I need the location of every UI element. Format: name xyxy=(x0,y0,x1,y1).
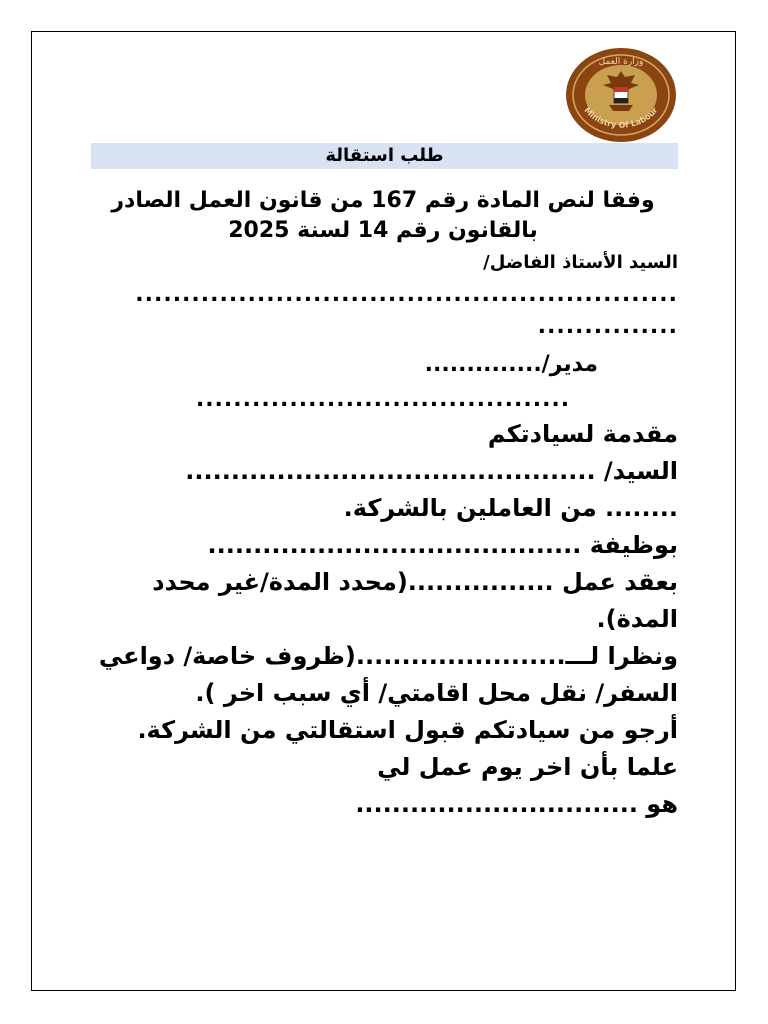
request-text xyxy=(88,416,678,823)
text-line: بعقد عمل ................(محدد المدة/غير محدد المدة). xyxy=(152,568,678,633)
text-line: هو ............................... xyxy=(355,790,678,818)
text-line: ........ من العاملين بالشركة. xyxy=(343,494,678,522)
text-line: السيد/ ............................................. xyxy=(185,457,678,485)
svg-text:وزارة العمل: وزارة العمل xyxy=(598,57,644,67)
text-line: مقدمة لسيادتكم xyxy=(487,420,678,448)
text-line: بوظيفة ......................................... xyxy=(207,531,678,559)
legal-reference: وفقا لنص المادة رقم 167 من قانون العمل الصادر بالقانون رقم 14 لسنة 2025 xyxy=(111,188,655,243)
ministry-seal-icon xyxy=(565,47,677,143)
addressee-line: السيد الأستاذ الفاضل/ xyxy=(483,252,678,273)
text-line: ونظرا لـــ.......................(ظروف خاصة/ دواعي السفر/ نقل محل اقامتي/ أي سبب اخر ). xyxy=(98,642,678,707)
text-line: أرجو من سيادتكم قبول استقالتي من الشركة. xyxy=(137,716,678,744)
name-fill-line: .......................................................... xyxy=(135,282,678,307)
manager-fill-line: ........................................ xyxy=(195,387,571,412)
name-fill-line-continued: ............... xyxy=(537,314,678,339)
text-line: علما بأن اخر يوم عمل لي xyxy=(377,753,678,781)
svg-text:Ministry Of Labour: Ministry Of Labour xyxy=(582,105,660,130)
manager-line: مدير/.............. xyxy=(424,352,598,377)
ministry-logo xyxy=(565,47,677,143)
letter-body xyxy=(88,186,678,823)
document-title: طلب استقالة xyxy=(91,143,678,169)
